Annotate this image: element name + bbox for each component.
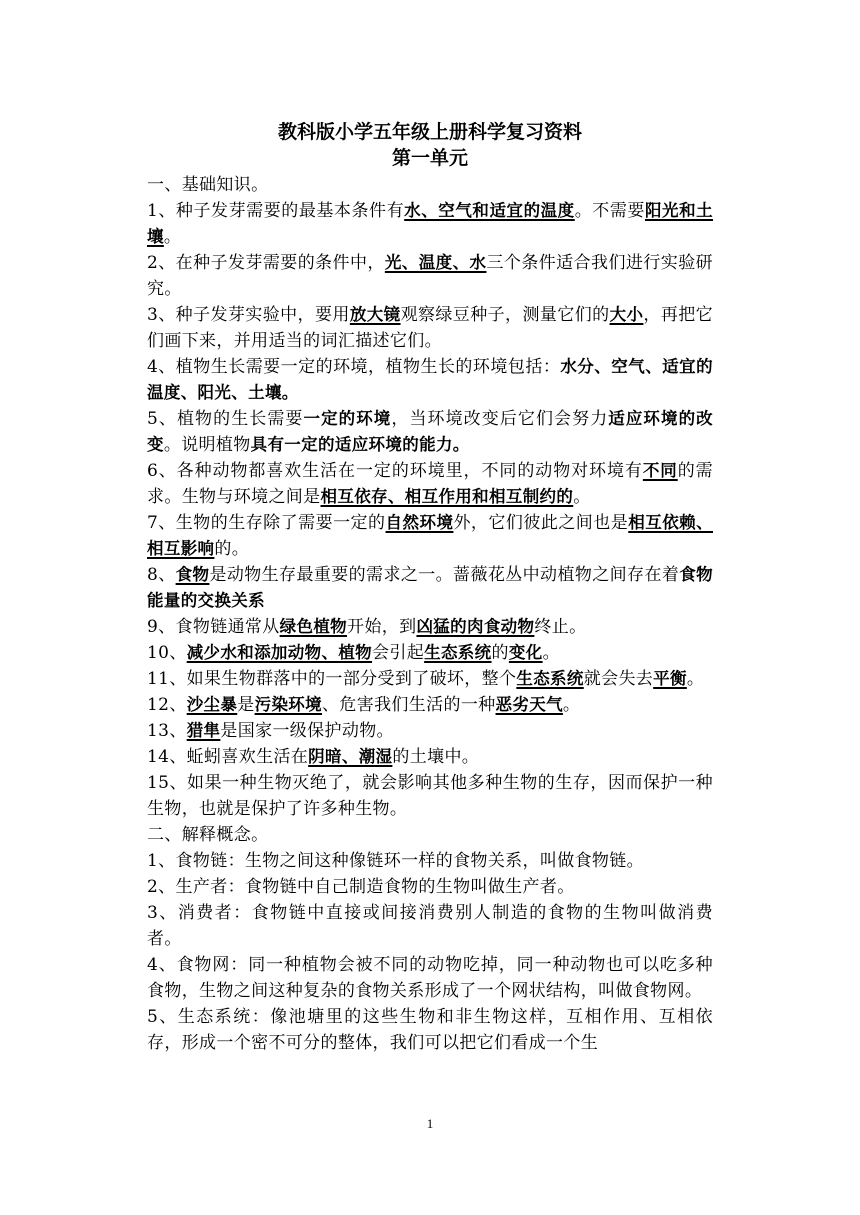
text-run: 的。 <box>214 539 250 559</box>
key-term-underlined: 平衡 <box>653 669 687 688</box>
text-run: 8、 <box>147 565 176 585</box>
text-run: 2、在种子发芽需要的条件中， <box>147 253 385 273</box>
text-run: 。 <box>562 695 581 715</box>
paragraph <box>147 354 713 406</box>
text-run: 2、生产者：食物链中自己制造食物的生物叫做生产者。 <box>147 877 575 897</box>
text-run: ，当环境改变后它们会努力 <box>391 409 609 429</box>
text-run: 15、如果一种生物灭绝了，就会影响其他多种生物的生存，因而保护一种生物，也就是保护了许多种生物。 <box>147 773 713 819</box>
paragraph <box>147 666 713 692</box>
paragraph <box>147 848 713 874</box>
text-run: ，再把它们画下来，并用适当的词汇描述它们。 <box>147 305 714 351</box>
text-run: 是国家一级保护动物。 <box>220 721 394 741</box>
text-run: 11、如果生物群落中的一部分受到了破坏，整个 <box>147 669 517 689</box>
text-run: 是 <box>237 695 255 715</box>
key-term: 水分、空气、适宜的温度、阳光、土壤。 <box>147 357 713 402</box>
paragraph <box>147 562 713 614</box>
key-term-underlined: 凶猛的肉食动物 <box>416 617 535 636</box>
key-term-underlined: 变化 <box>508 643 543 662</box>
key-term: 一定的环境 <box>303 409 392 428</box>
text-run: 外，它们彼此之间也是 <box>453 513 629 533</box>
text-run: 13、 <box>147 721 187 741</box>
text-run: 的需求。生物与环境之间是 <box>147 461 713 507</box>
document-title: 教科版小学五年级上册科学复习资料 <box>277 121 582 143</box>
text-run: 1、食物链：生物之间这种像链环一样的食物关系，叫做食物链。 <box>147 851 644 871</box>
paragraph <box>147 406 713 458</box>
key-term-underlined: 生态系统 <box>516 669 584 688</box>
text-run: 12、 <box>147 695 187 715</box>
unit-heading: 第一单元 <box>391 147 468 169</box>
paragraph <box>147 770 713 822</box>
text-run: 3、种子发芽实验中，要用 <box>147 305 350 325</box>
paragraph <box>147 458 713 510</box>
key-term-underlined: 生态系统 <box>424 643 492 662</box>
text-run: 7、生物的生存除了需要一定的 <box>147 513 386 533</box>
key-term-underlined: 阴暗、潮湿 <box>308 747 393 766</box>
key-term-underlined: 污染环境 <box>254 695 323 714</box>
text-run: 6、各种动物都喜欢生活在一定的环境里，不同的动物对环境有 <box>147 461 643 481</box>
text-run: 的土壤中。 <box>392 747 480 767</box>
text-run: 。不需要 <box>574 201 645 221</box>
key-term-underlined: 相互依赖、相互影响 <box>147 513 714 558</box>
paragraph <box>147 198 713 250</box>
text-run: 一、基础知识。 <box>147 175 269 195</box>
page-number: 1 <box>426 1116 434 1131</box>
paragraph <box>147 250 713 302</box>
key-term-underlined: 绿色植物 <box>279 617 348 636</box>
text-run: 9、食物链通常从 <box>147 617 280 637</box>
key-term-underlined: 相互依存、相互作用和相互制约的 <box>320 487 574 506</box>
text-run: 4、食物网：同一种植物会被不同的动物吃掉，同一种动物也可以吃多种食物，生物之间这种复杂的食物关系形成了一个网状结构，叫做食物网。 <box>147 955 713 1001</box>
document-body <box>147 172 713 1056</box>
key-term-underlined: 食物 <box>175 565 210 584</box>
key-term: 适应环境的改变 <box>147 409 714 454</box>
text-run: 三个条件适合我们进行实验研究。 <box>147 253 713 299</box>
text-run: 5、生态系统：像池塘里的这些生物和非生物这样，互相作用、互相依存，形成一个密不可分的整体，我们可以把它们看成一个生 <box>147 1007 713 1053</box>
key-term-underlined: 放大镜 <box>349 305 401 324</box>
paragraph <box>147 692 713 718</box>
text-run: 。 <box>686 669 705 689</box>
text-run: 、危害我们生活的一种 <box>322 695 496 715</box>
text-run: 二、解释概念。 <box>147 825 269 845</box>
text-run: 终止。 <box>534 617 587 637</box>
text-run: 。说明植物 <box>163 435 251 455</box>
text-run: 的 <box>491 643 509 663</box>
key-term-underlined: 阳光和土壤 <box>147 201 714 246</box>
text-run: 观察绿豆种子，测量它们的 <box>400 305 610 325</box>
text-run: 。 <box>163 227 182 247</box>
text-run: 会引起 <box>372 643 425 663</box>
text-run: 3、消费者：食物链中直接或间接消费别人制造的食物的生物叫做消费者。 <box>147 903 713 949</box>
paragraph <box>147 874 713 900</box>
paragraph <box>147 1004 713 1056</box>
paragraph <box>147 510 713 562</box>
paragraph <box>147 302 713 354</box>
key-term-underlined: 光、温度、水 <box>384 253 487 272</box>
paragraph <box>147 822 713 848</box>
key-term: 具有一定的适应环境的能力。 <box>250 435 470 454</box>
paragraph <box>147 172 713 198</box>
key-term-underlined: 恶劣天气 <box>495 695 563 714</box>
paragraph <box>147 952 713 1004</box>
text-run: 4、植物生长需要一定的环境，植物生长的环境包括： <box>147 357 561 377</box>
key-term-underlined: 水、空气和适宜的温度 <box>404 201 575 220</box>
paragraph <box>147 744 713 770</box>
paragraph <box>147 900 713 952</box>
text-run: 14、蚯蚓喜欢生活在 <box>147 747 309 767</box>
text-run: 1、种子发芽需要的最基本条件有 <box>147 201 405 221</box>
paragraph <box>147 718 713 744</box>
text-run: 10、 <box>147 643 187 663</box>
key-term-underlined: 减少水和添加动物、植物 <box>186 643 373 662</box>
key-term-underlined: 猎隼 <box>186 721 221 740</box>
text-run: 是动物生存最重要的需求之一。蔷薇花丛中动植物之间存在着 <box>209 565 680 585</box>
text-run: 。 <box>542 643 560 663</box>
key-term-underlined: 大小 <box>609 305 644 324</box>
paragraph <box>147 640 713 666</box>
text-run: 开始，到 <box>347 617 417 637</box>
key-term-underlined: 沙尘暴 <box>186 695 238 714</box>
paragraph <box>147 614 713 640</box>
text-run: 5、植物的生长需要 <box>147 409 304 429</box>
key-term-underlined: 自然环境 <box>385 513 454 532</box>
key-term-underlined: 不同 <box>642 461 678 480</box>
text-run: 就会失去 <box>583 669 654 689</box>
key-term: 食物能量的交换关系 <box>147 565 714 610</box>
text-run: 。 <box>573 487 591 507</box>
